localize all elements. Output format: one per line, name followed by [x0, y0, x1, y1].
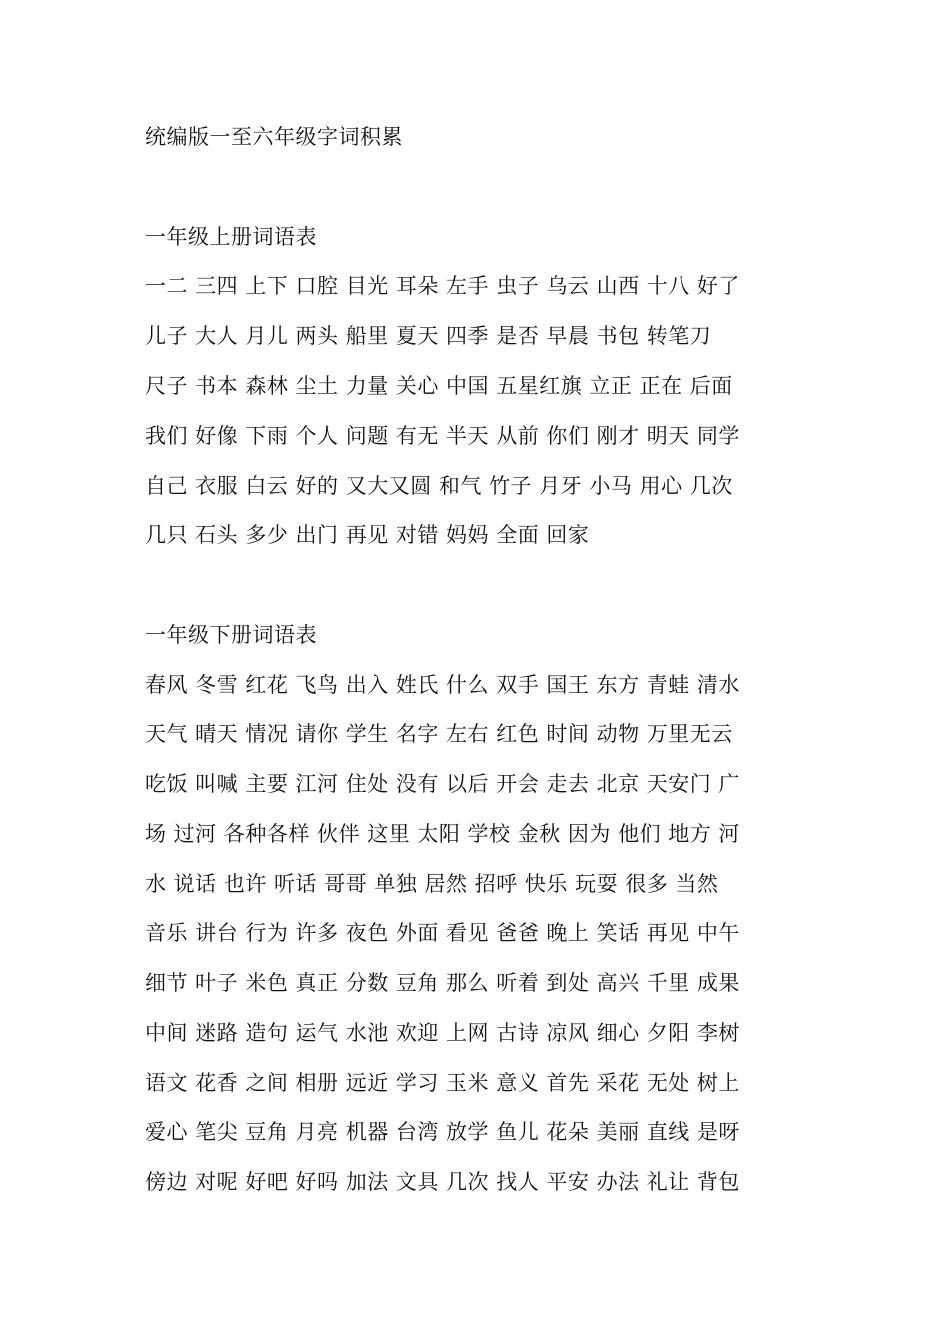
word-list-line: 音乐 讲台 行为 许多 夜色 外面 看见 爸爸 晚上 笑话 再见 中午: [145, 921, 740, 945]
word-list-line: 语文 花香 之间 相册 远近 学习 玉米 意义 首先 采花 无处 树上: [145, 1071, 740, 1095]
document-title: 统编版一至六年级字词积累: [145, 125, 403, 149]
word-list-line: 一二 三四 上下 口腔 目光 耳朵 左手 虫子 乌云 山西 十八 好了: [145, 274, 740, 298]
word-list-line: 天气 晴天 情况 请你 学生 名字 左右 红色 时间 动物 万里无云: [145, 722, 733, 746]
word-list-line: 尺子 书本 森林 尘土 力量 关心 中国 五星红旗 立正 正在 后面: [145, 374, 733, 398]
word-list-line: 场 过河 各种各样 伙伴 这里 太阳 学校 金秋 因为 他们 地方 河: [145, 822, 740, 846]
word-list-line: 傍边 对呢 好吧 好吗 加法 文具 几次 找人 平安 办法 礼让 背包: [145, 1170, 740, 1194]
word-list-line: 水 说话 也许 听话 哥哥 单独 居然 招呼 快乐 玩耍 很多 当然: [145, 872, 719, 896]
word-list-line: 爱心 笔尖 豆角 月亮 机器 台湾 放学 鱼儿 花朵 美丽 直线 是呀: [145, 1120, 740, 1144]
word-list-line: 吃饭 叫喊 主要 江河 住处 没有 以后 开会 走去 北京 天安门 广: [145, 772, 740, 796]
word-list-line: 几只 石头 多少 出门 再见 对错 妈妈 全面 回家: [145, 523, 590, 547]
word-list-line: 春风 冬雪 红花 飞鸟 出入 姓氏 什么 双手 国王 东方 青蛙 清水: [145, 673, 740, 697]
section-heading-grade1-vol2: 一年级下册词语表: [145, 623, 317, 647]
word-list-line: 我们 好像 下雨 个人 问题 有无 半天 从前 你们 刚才 明天 同学: [145, 424, 740, 448]
word-list-line: 自己 衣服 白云 好的 又大又圆 和气 竹子 月牙 小马 用心 几次: [145, 474, 733, 498]
section-heading-grade1-vol1: 一年级上册词语表: [145, 225, 317, 249]
word-list-line: 中间 迷路 造句 运气 水池 欢迎 上网 古诗 凉风 细心 夕阳 李树: [145, 1021, 740, 1045]
word-list-line: 细节 叶子 米色 真正 分数 豆角 那么 听着 到处 高兴 千里 成果: [145, 971, 740, 995]
word-list-line: 儿子 大人 月儿 两头 船里 夏天 四季 是否 早晨 书包 转笔刀: [145, 324, 712, 348]
